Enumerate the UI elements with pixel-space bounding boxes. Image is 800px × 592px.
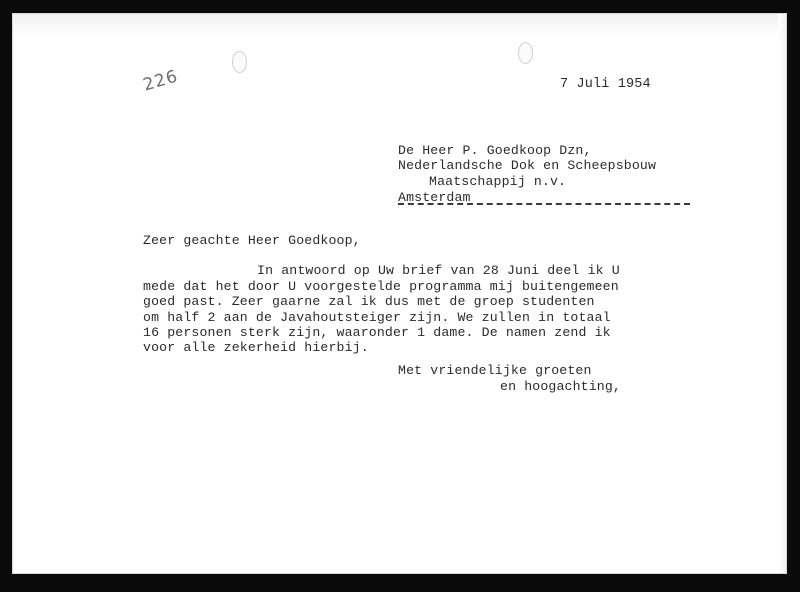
address-underline: [398, 203, 690, 205]
salutation: Zeer geachte Heer Goedkoop,: [143, 233, 361, 248]
closing-regards: en hoogachting,: [500, 379, 621, 394]
punch-hole-left: [232, 51, 247, 73]
body-line: om half 2 aan de Javahoutsteiger zijn. We zullen in totaal: [143, 310, 611, 325]
recipient-name: De Heer P. Goedkoop Dzn,: [398, 143, 592, 158]
body-line: In antwoord op Uw brief van 28 Juni deel ik U: [257, 263, 620, 278]
letter-date: 7 Juli 1954: [560, 77, 651, 92]
paper-top-shadow: [13, 14, 786, 36]
archive-number: 226: [140, 66, 181, 96]
body-line: 16 personen sterk zijn, waaronder 1 dame. De namen zend ik: [143, 325, 611, 340]
recipient-company-suffix: Maatschappij n.v.: [429, 174, 567, 189]
body-line: goed past. Zeer gaarne zal ik dus met de groep studenten: [143, 294, 595, 309]
body-line: voor alle zekerheid hierbij.: [143, 340, 369, 355]
punch-hole-right: [518, 42, 533, 64]
recipient-company: Nederlandsche Dok en Scheepsbouw: [398, 158, 657, 173]
closing-greeting: Met vriendelijke groeten: [398, 363, 592, 378]
recipient-city: Amsterdam: [398, 190, 471, 205]
body-line: mede dat het door U voorgestelde programma mij buitengemeen: [143, 279, 619, 294]
paper-right-shadow: [778, 14, 786, 573]
